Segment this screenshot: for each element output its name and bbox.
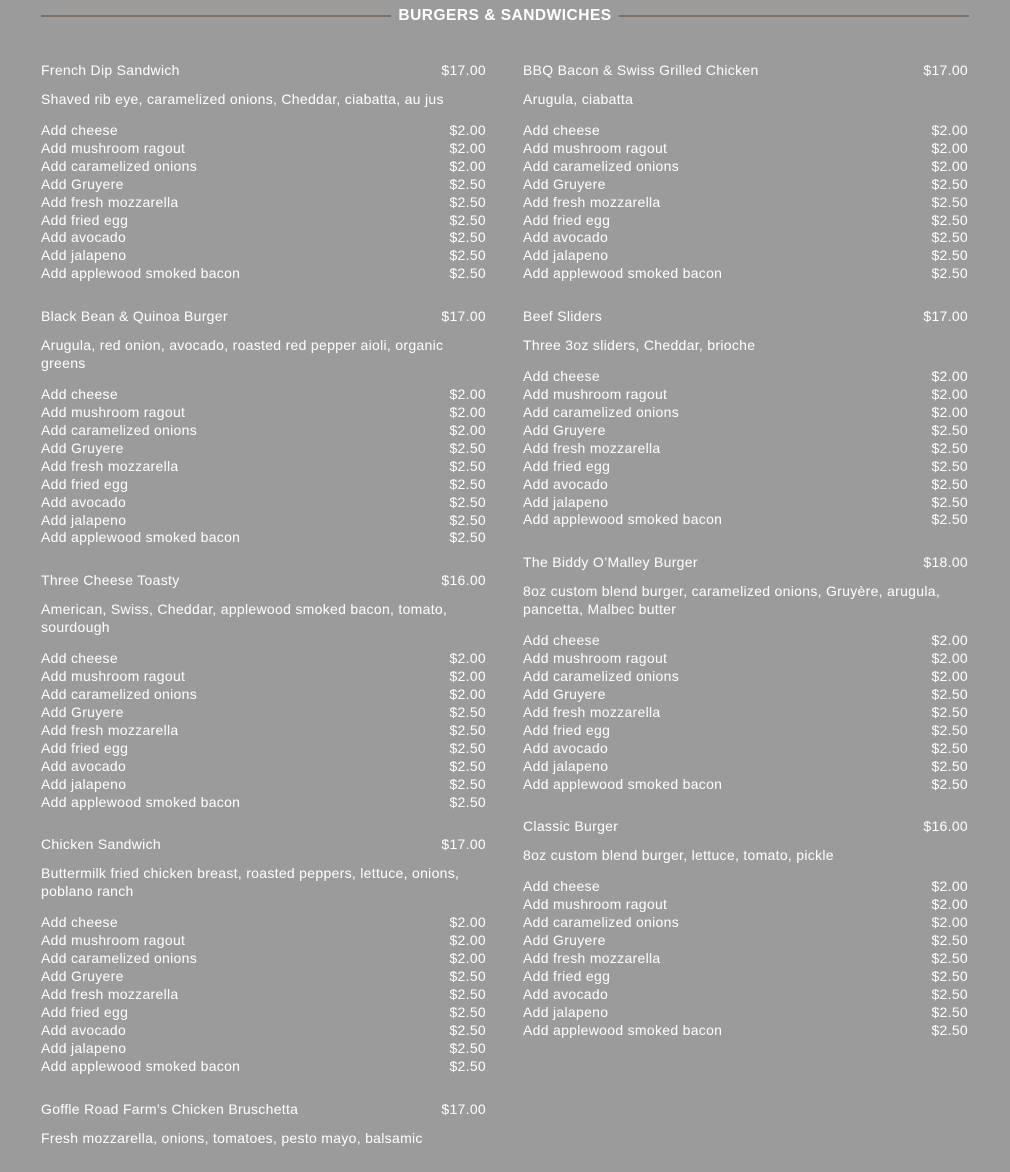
addon-name: Add fried egg [41, 739, 129, 756]
addon-name: Add fresh mozzarella [523, 193, 661, 210]
addon-price: $2.00 [931, 896, 968, 913]
addon-list [41, 386, 486, 547]
addon-price: $2.50 [931, 265, 968, 282]
addon-price: $2.50 [449, 1021, 486, 1038]
addon-price: $2.00 [449, 686, 486, 703]
menu-item-header [41, 1101, 486, 1118]
addon-row [523, 229, 968, 247]
addon-name: Add caramelized onions [523, 403, 680, 420]
addon-price: $2.50 [449, 439, 486, 456]
addon-name: Add cheese [523, 878, 600, 895]
addon-row [41, 1040, 486, 1058]
addon-row [41, 194, 486, 212]
addon-price: $2.50 [931, 247, 968, 264]
addon-row [523, 422, 968, 440]
addon-row [41, 494, 486, 512]
menu-item-name: Three Cheese Toasty [41, 572, 180, 589]
menu-item-price: $16.00 [441, 572, 486, 589]
addon-row [41, 404, 486, 422]
addon-row [523, 932, 968, 950]
addon-row [523, 986, 968, 1004]
addon-row [523, 386, 968, 404]
addon-price: $2.00 [449, 932, 486, 949]
addon-price: $2.00 [931, 122, 968, 138]
addon-name: Add cheese [523, 632, 600, 649]
menu-item-price: $17.00 [441, 836, 486, 853]
addon-name: Add applewood smoked bacon [41, 793, 241, 810]
addon-list [523, 368, 968, 529]
addon-name: Add caramelized onions [41, 421, 198, 438]
menu-item [41, 572, 486, 811]
addon-name: Add cheese [523, 368, 600, 385]
menu-item [41, 308, 486, 547]
addon-name: Add mushroom ragout [41, 139, 186, 156]
addon-row [41, 212, 486, 230]
addon-price: $2.50 [449, 757, 486, 774]
addon-price: $2.00 [449, 404, 486, 421]
addon-price: $2.50 [449, 739, 486, 756]
addon-row [41, 932, 486, 950]
addon-row [41, 440, 486, 458]
addon-price: $2.50 [931, 175, 968, 192]
addon-name: Add jalapeno [41, 775, 127, 792]
addon-name: Add fried egg [523, 968, 611, 984]
menu-item-header [523, 62, 968, 79]
addon-row [41, 704, 486, 722]
addon-price: $2.00 [931, 914, 968, 931]
addon-price: $2.00 [449, 139, 486, 156]
addon-name: Add cheese [41, 650, 118, 667]
addon-price: $2.50 [449, 529, 486, 546]
menu-item-header [41, 62, 486, 79]
addon-price: $2.50 [931, 739, 968, 756]
addon-price: $2.50 [931, 229, 968, 246]
addon-price: $2.50 [449, 1039, 486, 1056]
addon-row [523, 404, 968, 422]
addon-price: $2.50 [449, 493, 486, 510]
menu-item-description: American, Swiss, Cheddar, applewood smoked bacon, tomato, sourdough [41, 601, 448, 636]
addon-price: $2.50 [931, 193, 968, 210]
addon-row [523, 650, 968, 668]
addon-name: Add jalapeno [523, 493, 609, 510]
addon-name: Add Gruyere [41, 175, 124, 192]
addon-list [523, 878, 968, 1039]
addon-name: Add jalapeno [41, 247, 127, 264]
addon-price: $2.50 [449, 265, 486, 282]
addon-row [41, 265, 486, 283]
addon-price: $2.50 [931, 757, 968, 774]
addon-name: Add fried egg [41, 1004, 129, 1020]
addon-price: $2.00 [449, 914, 486, 931]
addon-name: Add avocado [41, 757, 127, 774]
addon-name: Add caramelized onions [523, 914, 680, 931]
menu-item-description: Fresh mozzarella, onions, tomatoes, pesto mayo, balsamic [41, 1129, 423, 1146]
addon-price: $2.50 [449, 986, 486, 1003]
addon-row [41, 722, 486, 740]
addon-row [523, 950, 968, 968]
menu-column-left [41, 62, 486, 1172]
addon-row [523, 440, 968, 458]
addon-row [41, 968, 486, 986]
addon-price: $2.50 [931, 1021, 968, 1038]
addon-price: $2.50 [931, 475, 968, 492]
addon-name: Add avocado [41, 1021, 127, 1038]
menu-item [523, 554, 968, 793]
addon-row [523, 458, 968, 476]
addon-price: $2.00 [931, 878, 968, 895]
addon-name: Add caramelized onions [41, 157, 198, 174]
addon-row [523, 476, 968, 494]
addon-name: Add jalapeno [41, 1039, 127, 1056]
addon-price: $2.00 [931, 386, 968, 403]
addon-row [41, 458, 486, 476]
section-title: BURGERS & SANDWICHES [398, 7, 612, 24]
menu-item-header [523, 554, 968, 571]
addon-row [523, 722, 968, 740]
addon-row [523, 122, 968, 140]
addon-row [41, 1058, 486, 1076]
addon-name: Add avocado [41, 493, 127, 510]
addon-row [523, 686, 968, 704]
menu-item-header [523, 308, 968, 325]
addon-name: Add mushroom ragout [523, 896, 668, 913]
addon-name: Add fresh mozzarella [41, 193, 179, 210]
addon-name: Add fried egg [523, 457, 611, 474]
addon-row [523, 140, 968, 158]
menu-item-description: Three 3oz sliders, Cheddar, brioche [523, 337, 756, 354]
addon-price: $2.00 [449, 421, 486, 438]
addon-name: Add jalapeno [41, 511, 127, 528]
addon-name: Add avocado [523, 229, 609, 246]
addon-price: $2.00 [449, 386, 486, 403]
addon-row [41, 229, 486, 247]
addon-row [523, 368, 968, 386]
addon-name: Add fried egg [41, 475, 129, 492]
addon-name: Add caramelized onions [523, 668, 680, 685]
addon-name: Add mushroom ragout [41, 668, 186, 685]
addon-price: $2.50 [449, 968, 486, 985]
menu-item [41, 836, 486, 1075]
addon-price: $2.50 [449, 1057, 486, 1074]
addon-name: Add Gruyere [41, 968, 124, 985]
addon-price: $2.50 [931, 950, 968, 967]
addon-row [41, 776, 486, 794]
addon-row [41, 476, 486, 494]
addon-row [523, 740, 968, 758]
menu-item-name: Goffle Road Farm’s Chicken Bruschetta [41, 1100, 299, 1117]
menu-item [523, 62, 968, 283]
addon-name: Add avocado [523, 475, 609, 492]
addon-price: $2.50 [449, 457, 486, 474]
menu-item-price: $17.00 [441, 62, 486, 78]
addon-name: Add mushroom ragout [523, 386, 668, 403]
menu-item-description: Arugula, ciabatta [523, 91, 634, 107]
addon-name: Add fresh mozzarella [41, 721, 179, 738]
addon-price: $2.50 [931, 686, 968, 703]
addon-price: $2.50 [449, 229, 486, 246]
addon-list [523, 632, 968, 793]
addon-row [523, 1004, 968, 1022]
addon-name: Add Gruyere [523, 175, 606, 192]
addon-row [523, 914, 968, 932]
addon-price: $2.00 [931, 368, 968, 385]
menu-item-name: French Dip Sandwich [41, 62, 180, 78]
addon-name: Add avocado [523, 739, 609, 756]
addon-name: Add applewood smoked bacon [523, 265, 723, 282]
addon-price: $2.50 [449, 193, 486, 210]
addon-row [523, 158, 968, 176]
addon-name: Add avocado [523, 985, 609, 1002]
addon-name: Add fried egg [523, 211, 611, 228]
menu-item-description: 8oz custom blend burger, caramelized onions, Gruyère, arugula, pancetta, Malbec butter [523, 583, 941, 618]
addon-name: Add applewood smoked bacon [523, 775, 723, 792]
addon-row [523, 776, 968, 794]
menu-item-name: Chicken Sandwich [41, 836, 161, 853]
addon-price: $2.00 [931, 139, 968, 156]
menu-item [523, 308, 968, 529]
addon-name: Add cheese [41, 386, 118, 403]
addon-row [523, 176, 968, 194]
addon-name: Add fresh mozzarella [523, 703, 661, 720]
addon-name: Add fried egg [523, 721, 611, 738]
menu-item-header [523, 818, 968, 835]
addon-list [41, 914, 486, 1075]
addon-price: $2.00 [449, 157, 486, 174]
menu-item-description: Arugula, red onion, avocado, roasted red pepper aioli, organic greens [41, 337, 444, 372]
addon-price: $2.50 [931, 721, 968, 738]
addon-price: $2.00 [931, 403, 968, 420]
addon-name: Add jalapeno [523, 757, 609, 774]
addon-name: Add applewood smoked bacon [41, 265, 241, 282]
addon-list [41, 650, 486, 811]
addon-row [41, 422, 486, 440]
addon-price: $2.50 [449, 775, 486, 792]
menu-item-description: Buttermilk fried chicken breast, roasted peppers, lettuce, onions, poblano ranch [41, 865, 460, 900]
addon-price: $2.50 [931, 775, 968, 792]
addon-row [523, 878, 968, 896]
addon-name: Add cheese [41, 122, 118, 138]
addon-price: $2.00 [931, 632, 968, 649]
addon-price: $2.50 [931, 421, 968, 438]
addon-name: Add fresh mozzarella [41, 457, 179, 474]
addon-row [523, 704, 968, 722]
addon-row [523, 968, 968, 986]
addon-name: Add jalapeno [523, 247, 609, 264]
addon-price: $2.00 [931, 650, 968, 667]
menu-item-header [41, 572, 486, 589]
menu-item-price: $17.00 [923, 62, 968, 78]
addon-name: Add fresh mozzarella [41, 986, 179, 1003]
addon-row [523, 194, 968, 212]
addon-price: $2.00 [931, 668, 968, 685]
menu-item-header [41, 836, 486, 853]
addon-name: Add applewood smoked bacon [41, 1057, 241, 1074]
addon-name: Add Gruyere [41, 704, 124, 721]
addon-row [41, 650, 486, 668]
addon-price: $2.00 [449, 950, 486, 967]
addon-name: Add fresh mozzarella [523, 439, 661, 456]
addon-price: $2.50 [449, 704, 486, 721]
addon-row [41, 122, 486, 140]
addon-price: $2.50 [931, 985, 968, 1002]
addon-row [523, 668, 968, 686]
addon-name: Add jalapeno [523, 1003, 609, 1020]
menu-item-description: Shaved rib eye, caramelized onions, Cheddar, ciabatta, au jus [41, 91, 444, 107]
menu-item [41, 1101, 486, 1147]
addon-row [41, 950, 486, 968]
menu-item [41, 62, 486, 283]
addon-row [523, 212, 968, 230]
addon-row [41, 794, 486, 812]
addon-row [41, 512, 486, 530]
addon-price: $2.50 [931, 703, 968, 720]
addon-name: Add mushroom ragout [41, 404, 186, 421]
addon-row [523, 632, 968, 650]
addon-name: Add applewood smoked bacon [523, 511, 723, 528]
addon-row [41, 740, 486, 758]
menu-item-price: $16.00 [923, 818, 968, 835]
addon-price: $2.50 [931, 439, 968, 456]
addon-list [523, 122, 968, 283]
addon-list [41, 122, 486, 283]
addon-name: Add applewood smoked bacon [523, 1021, 723, 1038]
menu-item-name: Black Bean & Quinoa Burger [41, 308, 228, 325]
section-header [41, 5, 969, 27]
menu-column-right [523, 62, 968, 1065]
addon-row [41, 986, 486, 1004]
addon-price: $2.50 [449, 475, 486, 492]
addon-name: Add applewood smoked bacon [41, 529, 241, 546]
addon-row [41, 140, 486, 158]
addon-price: $2.50 [931, 493, 968, 510]
addon-row [523, 896, 968, 914]
addon-name: Add cheese [41, 914, 118, 931]
menu-item-name: BBQ Bacon & Swiss Grilled Chicken [523, 62, 759, 78]
addon-row [523, 265, 968, 283]
addon-name: Add caramelized onions [41, 686, 198, 703]
addon-price: $2.50 [931, 211, 968, 228]
addon-price: $2.50 [931, 511, 968, 528]
addon-row [41, 668, 486, 686]
menu-item-price: $17.00 [441, 308, 486, 325]
addon-name: Add mushroom ragout [523, 650, 668, 667]
addon-price: $2.00 [449, 122, 486, 138]
menu-item-name: Classic Burger [523, 818, 619, 835]
addon-name: Add fried egg [41, 211, 129, 228]
addon-name: Add caramelized onions [41, 950, 198, 967]
addon-price: $2.50 [449, 247, 486, 264]
addon-price: $2.00 [931, 157, 968, 174]
addon-row [523, 1022, 968, 1040]
addon-name: Add cheese [523, 122, 600, 138]
addon-price: $2.50 [449, 793, 486, 810]
addon-row [41, 1004, 486, 1022]
menu-item-name: The Biddy O’Malley Burger [523, 554, 698, 571]
addon-row [523, 511, 968, 529]
addon-name: Add Gruyere [41, 439, 124, 456]
addon-row [523, 494, 968, 512]
addon-name: Add Gruyere [523, 421, 606, 438]
addon-name: Add Gruyere [523, 932, 606, 949]
addon-price: $2.50 [931, 1003, 968, 1020]
menu-item-price: $17.00 [923, 308, 968, 325]
addon-row [41, 529, 486, 547]
menu-item-price: $17.00 [441, 1100, 486, 1117]
addon-name: Add mushroom ragout [523, 139, 668, 156]
menu-item-name: Beef Sliders [523, 308, 603, 325]
addon-row [41, 758, 486, 776]
addon-name: Add avocado [41, 229, 127, 246]
addon-row [41, 1022, 486, 1040]
addon-price: $2.50 [931, 932, 968, 949]
addon-row [41, 247, 486, 265]
addon-price: $2.50 [931, 457, 968, 474]
addon-name: Add mushroom ragout [41, 932, 186, 949]
menu-item-header [41, 308, 486, 325]
menu-item-price: $18.00 [923, 554, 968, 571]
addon-price: $2.50 [449, 211, 486, 228]
addon-row [523, 758, 968, 776]
addon-price: $2.50 [449, 175, 486, 192]
addon-name: Add caramelized onions [523, 157, 680, 174]
addon-price: $2.00 [449, 668, 486, 685]
addon-row [41, 158, 486, 176]
addon-price: $2.50 [449, 511, 486, 528]
addon-row [523, 247, 968, 265]
addon-price: $2.50 [449, 721, 486, 738]
addon-name: Add fresh mozzarella [523, 950, 661, 967]
header-rule-left [41, 15, 391, 17]
addon-row [41, 686, 486, 704]
addon-row [41, 176, 486, 194]
addon-price: $2.00 [449, 650, 486, 667]
addon-price: $2.50 [449, 1004, 486, 1020]
menu-item-description: 8oz custom blend burger, lettuce, tomato, pickle [523, 847, 834, 864]
header-rule-right [619, 15, 969, 17]
addon-row [41, 914, 486, 932]
menu-item [523, 818, 968, 1039]
addon-row [41, 386, 486, 404]
addon-price: $2.50 [931, 968, 968, 984]
addon-name: Add Gruyere [523, 686, 606, 703]
